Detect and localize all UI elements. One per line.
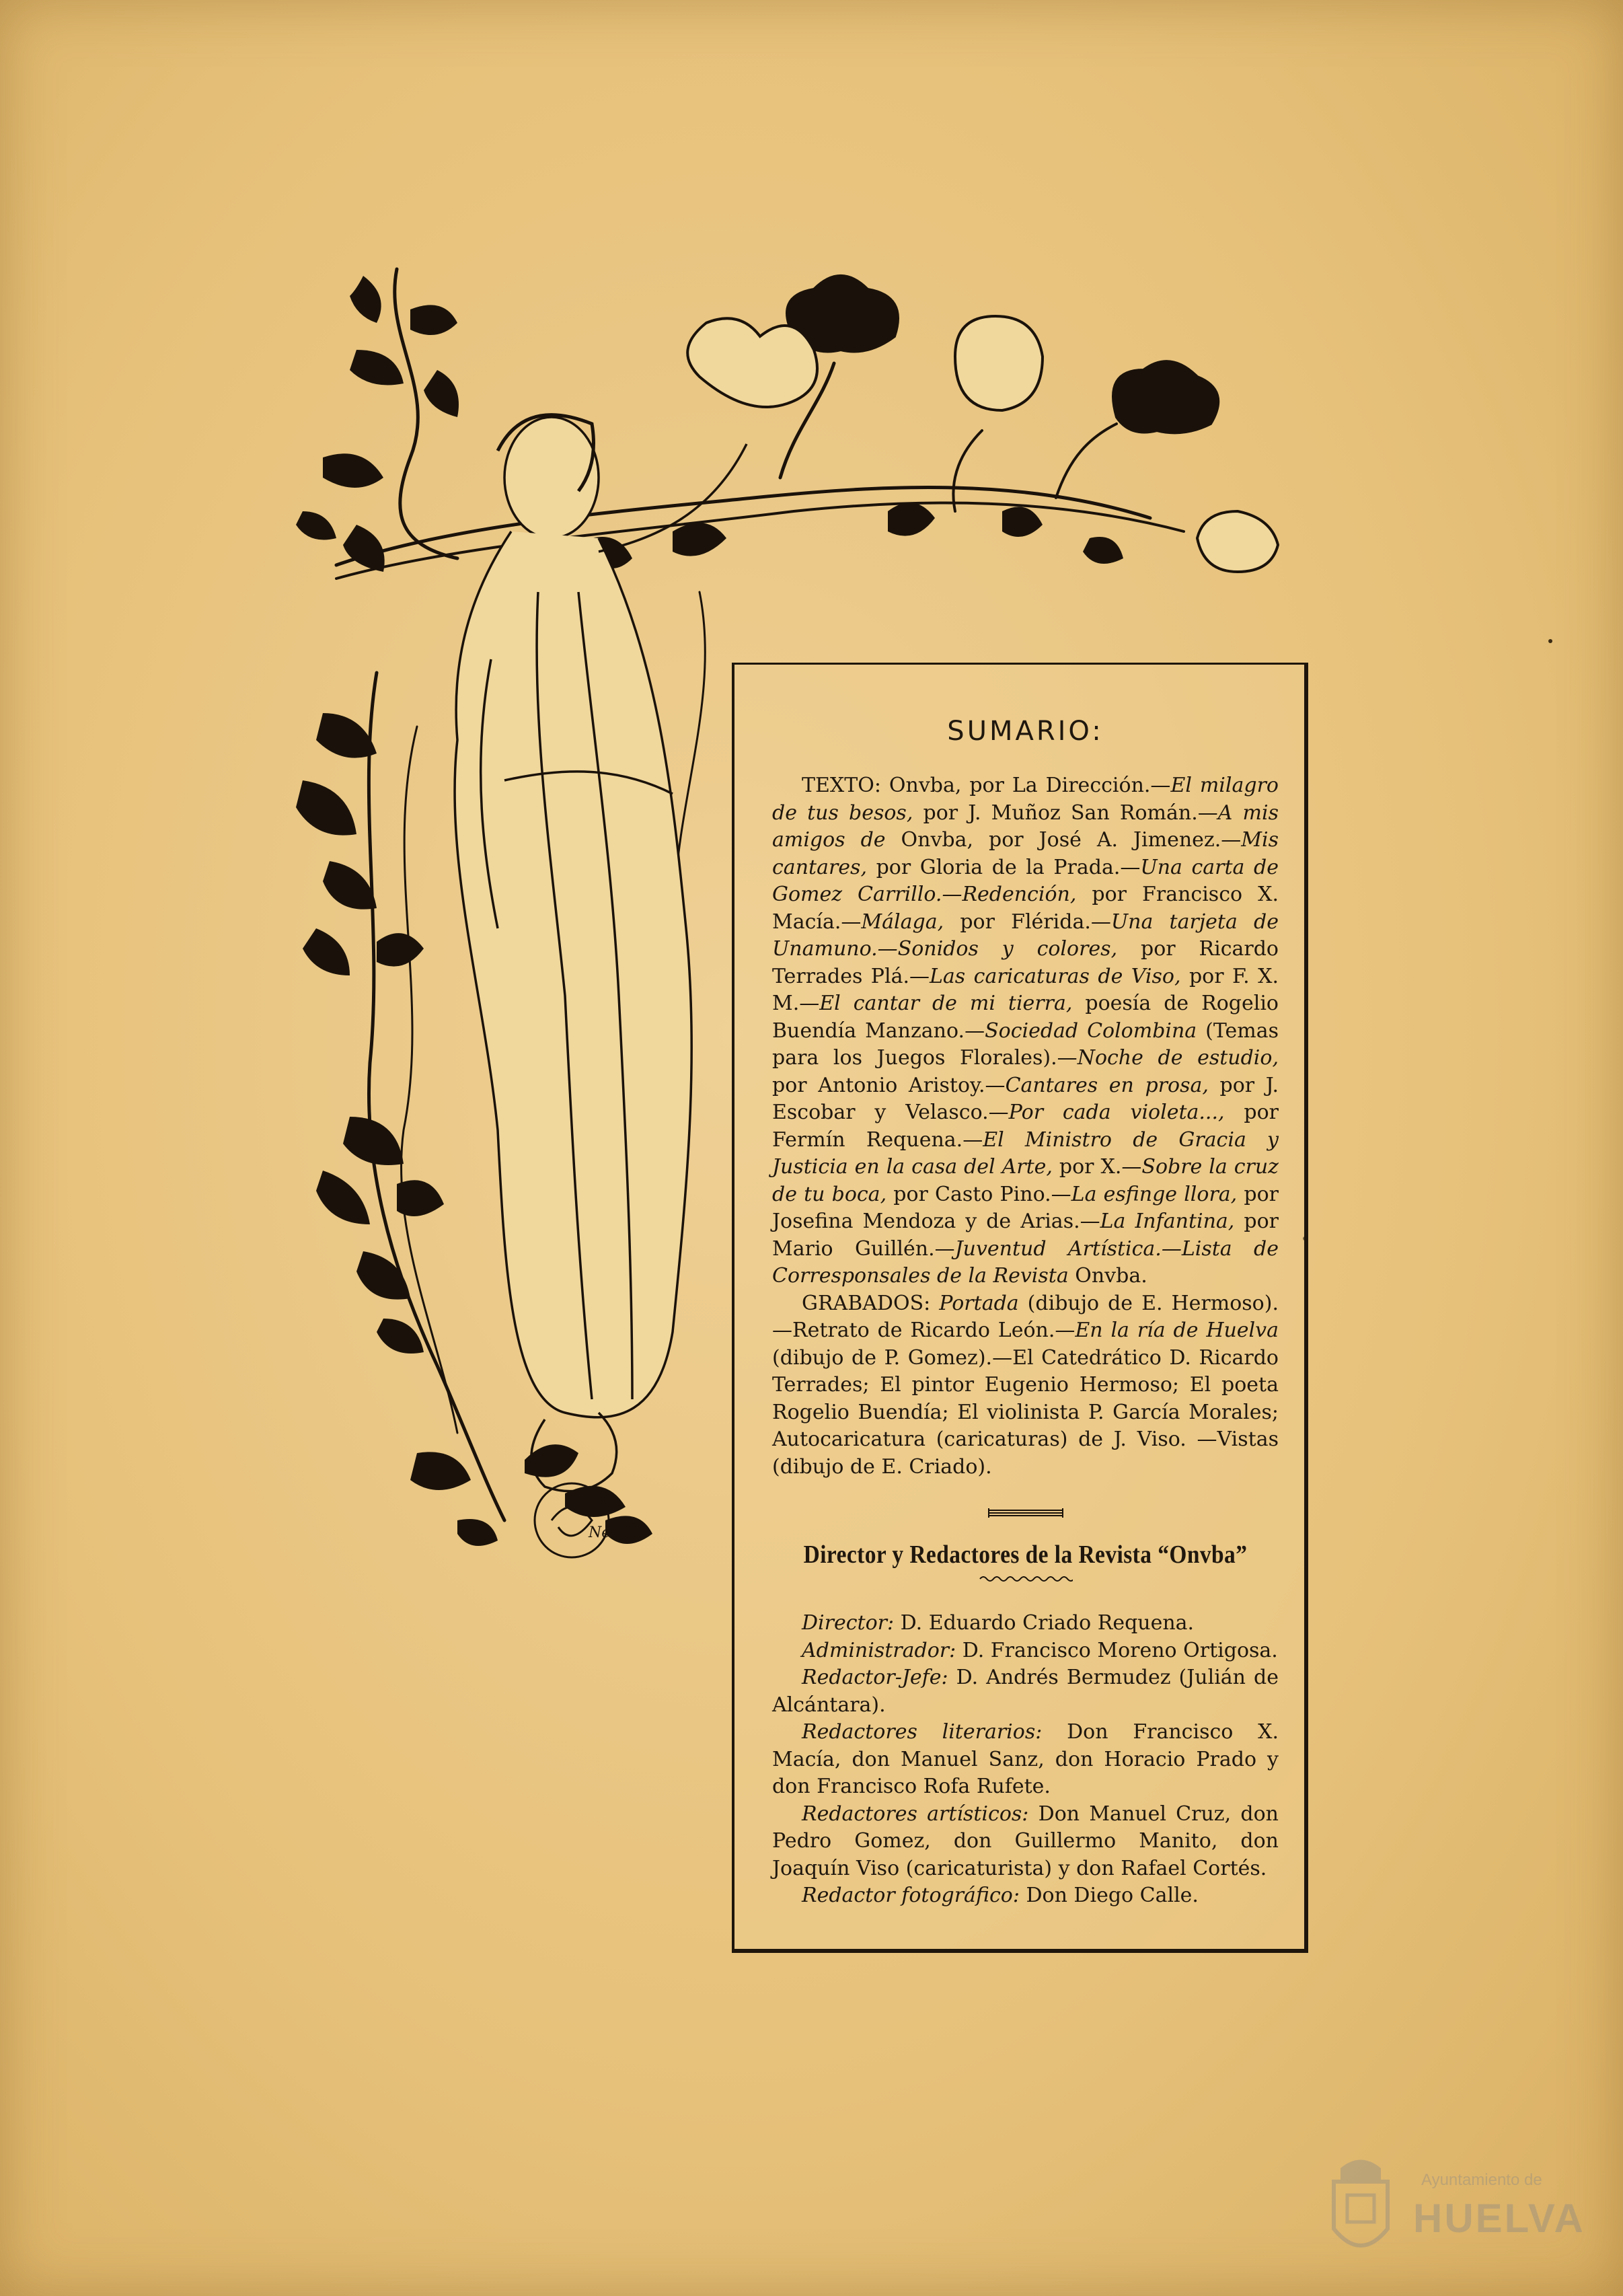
grabados-segment: (dibujo de E. Hermoso). —Retrato de Ricardo León.—: [772, 1291, 1279, 1342]
texto-segment: Onvba, por La Dirección.—: [880, 774, 1171, 797]
staff-role: Redactores artísticos:: [802, 1802, 1029, 1826]
texto-segment: (Temas para los Juegos Florales).—: [772, 1019, 1279, 1070]
texto-segment: Sociedad Colombina: [985, 1019, 1197, 1043]
coat-of-arms-icon: [1320, 2155, 1401, 2262]
grabados-label: GRABADOS:: [802, 1291, 931, 1315]
texto-segment: por J. Muñoz San Román.—: [913, 801, 1218, 825]
texto-segment: Cantares en prosa,: [1005, 1073, 1209, 1097]
texto-segment: por Flérida.—: [944, 910, 1111, 934]
texto-segment: Onvba.: [1068, 1264, 1147, 1288]
texto-segment: por Francisco X. Macía.—: [772, 883, 1279, 934]
sumario-box: [732, 663, 1308, 1953]
texto-segment: El Ministro de Gracia y Justicia en la casa del Arte,: [772, 1127, 1279, 1179]
staff-heading: Director y Redactores de la Revista “Onvba”: [803, 1541, 1248, 1569]
staff-role: Redactor-Jefe:: [802, 1666, 948, 1689]
watermark-huelva: [1320, 2155, 1585, 2269]
staff-names: Don Francisco X. Macía, don Manuel Sanz, don Horacio Prado y don Francisco Rofa Rufete.: [772, 1720, 1279, 1798]
texto-segment: por Gloria de la Prada.—: [866, 855, 1141, 879]
texto-segment: Las caricaturas de Viso,: [930, 964, 1181, 988]
staff-names: D. Andrés Bermudez (Julián de Alcántara).: [772, 1666, 1279, 1717]
texto-label: TEXTO:: [802, 774, 881, 797]
staff-entry: [772, 1610, 1279, 1637]
texto-segment: por Casto Pino.—: [886, 1182, 1071, 1206]
grabados-segment: Portada: [939, 1291, 1019, 1315]
texto-segment: Juventud Artística.—Lista de Corresponsales de la Revista: [772, 1236, 1279, 1288]
texto-segment: La Infantina,: [1100, 1210, 1235, 1233]
texto-body: [772, 774, 1279, 1288]
texto-segment: por X.—: [1052, 1155, 1142, 1179]
texto-segment: El milagro de tus besos,: [772, 774, 1279, 825]
staff-list: [772, 1610, 1279, 1910]
staff-names: Don Diego Calle.: [1019, 1884, 1199, 1907]
staff-role: Redactor fotográfico:: [802, 1884, 1020, 1907]
staff-entry: [772, 1719, 1279, 1801]
texto-segment: por Mario Guillén.—: [772, 1210, 1279, 1261]
squiggle-divider: [979, 1575, 1073, 1583]
staff-names: D. Francisco Moreno Ortigosa.: [956, 1638, 1278, 1662]
texto-segment: Una carta de Gomez Carrillo.—Redención,: [772, 855, 1279, 906]
texto-segment: Mis cantares,: [772, 828, 1279, 879]
grabados-segment: [930, 1292, 939, 1315]
staff-entry: [772, 1664, 1279, 1719]
texto-segment: por Ricardo Terrades Plá.—: [772, 937, 1279, 988]
grabados-segment: En la ría de Huelva: [1075, 1319, 1279, 1342]
texto-segment: por Fermín Requena.—: [772, 1101, 1279, 1152]
ornament-divider: [985, 1506, 1066, 1520]
texto-segment: por Antonio Aristoy.—: [772, 1073, 1006, 1097]
texto-segment: por Josefina Mendoza y de Arias.—: [772, 1182, 1279, 1233]
texto-segment: La esfinge llora,: [1071, 1182, 1238, 1206]
staff-names: Don Manuel Cruz, don Pedro Gomez, don Guillermo Manito, don Joaquín Viso (caricaturista) y don Rafael Cortés.: [772, 1802, 1279, 1880]
grabados-body: [772, 1292, 1279, 1479]
watermark-main: HUELVA: [1413, 2196, 1585, 2241]
watermark-top: Ayuntamiento de: [1421, 2171, 1542, 2189]
texto-segment: por F. X. M.—: [772, 964, 1279, 1015]
sumario-grabados: [772, 1290, 1279, 1481]
paper-speck: [1548, 639, 1552, 643]
texto-segment: por J. Escobar y Velasco.—: [772, 1073, 1279, 1124]
texto-segment: Sobre la cruz de tu boca,: [772, 1155, 1279, 1206]
sumario-texto: [772, 772, 1279, 1290]
texto-segment: Una tarjeta de Unamuno.—Sonidos y colores,: [772, 910, 1279, 961]
texto-segment: Onvba, por José A. Jimenez.—: [885, 828, 1242, 852]
staff-role: Director:: [802, 1611, 895, 1635]
staff-role: Redactores literarios:: [802, 1720, 1043, 1744]
texto-segment: Por cada violeta...,: [1008, 1101, 1225, 1124]
staff-entry: [772, 1882, 1279, 1910]
texto-segment: El cantar de mi tierra,: [819, 992, 1073, 1015]
grabados-segment: (dibujo de P. Gomez).—El Catedrático D. Ricardo Terrades; El pintor Eugenio Hermoso; El poeta Rogelio Buendía; El violinista P. García Morales; Autocaricatura (caricaturas) de J. Viso. —Vistas (dibujo de E. Criado).: [772, 1345, 1279, 1479]
texto-segment: Málaga,: [861, 910, 944, 934]
texto-segment: poesía de Rogelio Buendía Manzano.—: [772, 992, 1279, 1043]
staff-role: Administrador:: [802, 1638, 956, 1662]
staff-names: D. Eduardo Criado Requena.: [894, 1611, 1195, 1635]
texto-segment: Noche de estudio,: [1077, 1046, 1279, 1070]
staff-entry: [772, 1637, 1279, 1665]
sumario-title: SUMARIO:: [947, 716, 1104, 747]
illustration-signature: Nes 66: [589, 1524, 642, 1541]
texto-segment: A mis amigos de: [772, 801, 1279, 852]
staff-entry: [772, 1801, 1279, 1883]
